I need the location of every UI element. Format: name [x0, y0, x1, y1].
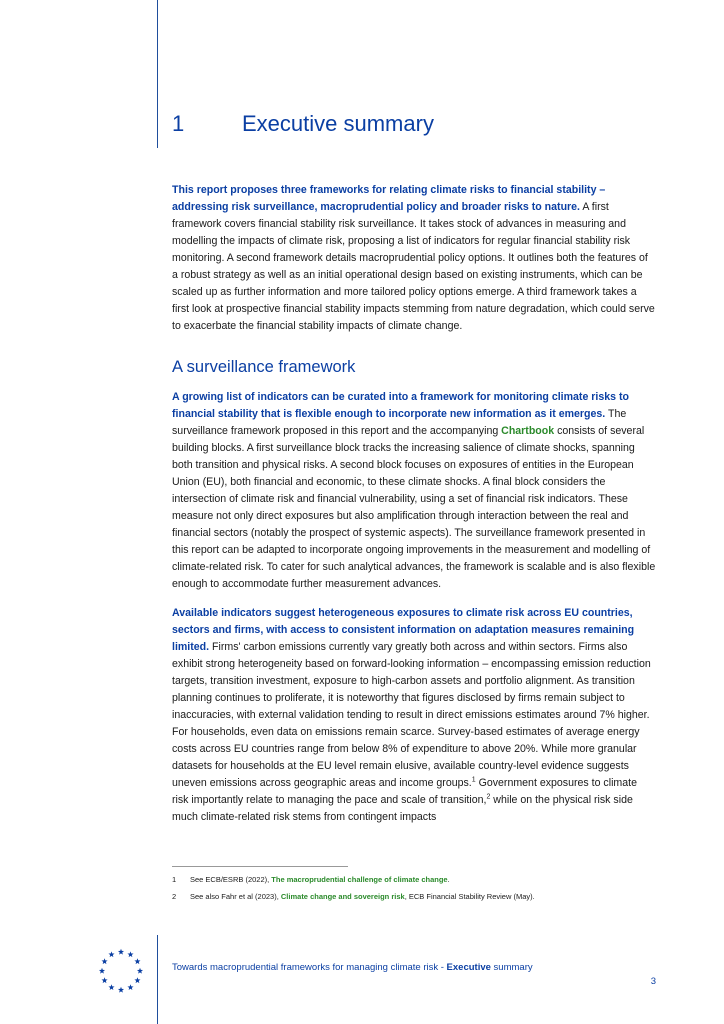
star-icon [127, 951, 133, 957]
footnote-ref-1[interactable]: 1 [471, 776, 476, 784]
section-heading: A surveillance framework [172, 358, 356, 376]
footnote-number: 1 [172, 875, 177, 884]
footnotes [172, 873, 656, 907]
star-icon [118, 987, 124, 993]
p1-body-b: consists of several building blocks. A first surveillance block tracks the increasing salience of climate shocks, spanning both transition and physical risks. A second block focuses on exposures of entities in the European Union (EU), both financial and economic, to these climate shocks. A final block considers the intersection of climate risk and financial vulnerability, using a set of financial risk indicators. These measure not only direct exposures but also amplification through interaction between the real and financial sectors (notably the prospect of systemic aspects). The surveillance framework presented in this report can be adapted to incorporate ongoing improvements in the measurement and modelling of climate-related risk. To cater for such analytical advances, the framework is scalable and is also flexible enough to accommodate further measurement advances. [172, 425, 656, 590]
margin-rule-top [157, 0, 158, 148]
p2-body-b: Government exposures to climate risk importantly relate to managing the pace and scale of transition, [172, 777, 637, 806]
footnote-1 [172, 873, 656, 887]
surveillance-paragraph [172, 389, 656, 593]
p1-body-a: The surveillance framework proposed in this report and the accompanying [172, 408, 627, 437]
star-icon [134, 977, 140, 983]
page-content [172, 182, 656, 838]
star-icon [134, 958, 140, 964]
footnote-2 [172, 890, 656, 904]
chapter-heading: Executive summary [242, 111, 434, 136]
page-number: 3 [650, 976, 656, 987]
p1-lead: A growing list of indicators can be curated into a framework for monitoring climate risks to financial stability that is flexible enough to incorporate new information as it emerges. [172, 391, 629, 420]
star-icon [99, 968, 105, 974]
indicators-paragraph [172, 605, 656, 826]
footnote-text: See ECB/ESRB (2022), The macroprudential challenge of climate change. [190, 875, 450, 884]
star-icon [102, 958, 108, 964]
footer-section-bold: Executive [446, 962, 491, 973]
star-icon [108, 984, 114, 990]
intro-lead: This report proposes three frameworks for relating climate risks to financial stability – addressing risk surveillance, macroprudential policy and broader risks to nature. [172, 184, 606, 213]
footnote-text: See also Fahr et al (2023), Climate change and sovereign risk, ECB Financial Stability Review (May). [190, 892, 535, 901]
eu-flag-stars-icon [96, 946, 146, 996]
star-icon [137, 968, 143, 974]
p2-body-c: while on the physical risk side much climate-related risk stems from contingent impacts [172, 794, 633, 823]
running-footer: Towards macroprudential frameworks for managing climate risk - Executive summary [172, 962, 533, 973]
footnote-number: 2 [172, 892, 177, 901]
chapter-title [172, 111, 434, 137]
footnote-link[interactable]: Climate change and sovereign risk [280, 892, 405, 901]
star-icon [108, 951, 114, 957]
star-icon [127, 984, 133, 990]
chapter-number: 1 [172, 111, 185, 136]
star-icon [118, 949, 124, 955]
footnote-ref-2[interactable]: 2 [486, 793, 491, 801]
footnote-divider [172, 866, 348, 867]
star-icon [102, 977, 108, 983]
margin-rule-bottom [157, 935, 158, 1024]
intro-body: A first framework covers financial stability risk surveillance. It takes stock of advances in measuring and modelling the impacts of climate risk, proposing a list of indicators for regular financial stability risk monitoring. A second framework details macroprudential policy options. It outlines both the features of a robust strategy as well as an initial operational design based on existing instruments, which can be scaled up as further information and more tailored policy options emerge. A third framework takes a first look at prospective financial stability impacts stemming from nature degradation, which could serve to exacerbate the financial stability impacts of climate change. [172, 201, 655, 332]
p2-lead: Available indicators suggest heterogeneous exposures to climate risk across EU countries, sectors and firms, with access to consistent information on adaptation measures remaining limited. [172, 607, 635, 653]
footnote-link[interactable]: The macroprudential challenge of climate change [271, 875, 448, 884]
chartbook-link[interactable]: Chartbook [501, 425, 555, 437]
intro-paragraph [172, 182, 656, 335]
p2-body-a: Firms' carbon emissions currently vary greatly both across and within sectors. Firms also exhibit strong heterogeneity based on forward-looking information – encompassing emission reduction targets, transition investment, exposure to high-carbon assets and portfolio alignment. As transition planning continues to proliferate, it is noteworthy that figures disclosed by firms remain subject to inaccuracies, with external validation tending to result in direct emissions estimates around 7% higher. For households, even data on emissions remain scarce. Survey-based estimates of average energy costs across EU countries range from below 8% of expenditure to above 20%. While more granular datasets for households at the EU level remain elusive, available country-level evidence suggests uneven emissions across geographic areas and income groups. [172, 641, 651, 789]
